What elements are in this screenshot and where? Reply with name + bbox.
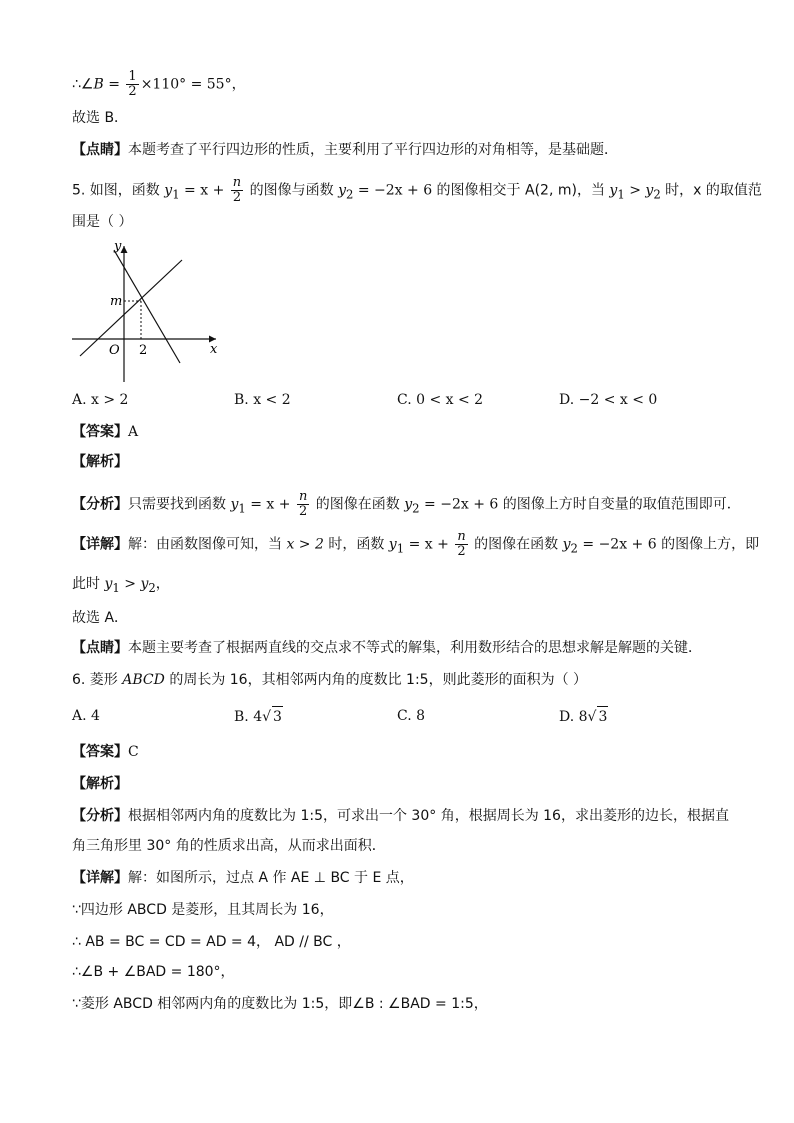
step-3: ∴∠B + ∠BAD = 180°，: [72, 964, 235, 980]
line-y1: [80, 260, 182, 356]
y1: y: [164, 182, 173, 199]
detail2-b: ，: [155, 576, 170, 592]
q6-option-a: A. 4: [72, 708, 100, 724]
label-o: O: [109, 343, 120, 358]
q5-option-a: A. x > 2: [72, 392, 129, 408]
frac-den: 2: [128, 84, 137, 99]
frac-2: 2: [232, 190, 242, 205]
analysis-b: 的图像在函数: [311, 496, 405, 513]
therefore-symbol: ∴∠: [72, 76, 94, 93]
q6-option-d: D. 8√ 3: [559, 706, 608, 727]
detail-6: [72, 868, 414, 888]
fraction-half: [126, 70, 138, 99]
choose-a: 故选 A．: [72, 610, 129, 626]
question-5: 5. 如图，函数 $y_1 = x$ + $\frac{n}{2}$ 的图像与函数 $y_2 = -2x + 6$ 的图像相交于 A(2, m)，当 $y_1 > y_2$ 时，x 的取值范: [72, 175, 762, 205]
analysis-6: [72, 806, 729, 826]
frac-num: 1: [128, 69, 137, 84]
question-5-line2: 围是（ ）: [72, 214, 133, 230]
step-1: ∵四边形 ABCD 是菱形，且其周长为 16，: [72, 902, 334, 918]
fraction-n-2: [231, 176, 243, 205]
label-m: m: [110, 294, 123, 309]
q5-option-d: D. −2 < x < 0: [559, 392, 658, 408]
remark5-text: 本题主要考查了根据两直线的交点求不等式的解集，利用数形结合的思想求解是解题的关键．: [128, 640, 702, 656]
step-2: ∴ AB = BC = CD = AD = 4， AD // BC ，: [72, 934, 351, 950]
line-angle-b: [72, 70, 246, 99]
analysis-6-line2: 角三角形里 30° 角的性质求出高，从而求出面积．: [72, 838, 386, 854]
q6-b-pre: B. 4: [234, 709, 263, 725]
frac-n: n: [232, 175, 242, 190]
remark-4: [72, 140, 618, 160]
q5-text-c: 的图像相交于 A(2, m)，当: [432, 182, 610, 199]
q6-a: 6. 菱形: [72, 672, 123, 688]
step-4: ∵菱形 ABCD 相邻两内角的度数比为 1:5，即∠B : ∠BAD = 1:5，: [72, 996, 488, 1012]
q6-abcd: ABCD: [122, 672, 165, 688]
choose-b: 故选 B．: [72, 110, 129, 126]
analysis6-text: 根据相邻两内角的度数比为 1:5，可求出一个 30° 角，根据周长为 16，求出菱形的边长，根据直: [128, 808, 729, 824]
remark-text: 本题考查了平行四边形的性质，主要利用了平行四边形的对角相等，是基础题．: [128, 142, 618, 158]
analysis-5-heading: 【解析】: [72, 454, 128, 470]
y2: y: [338, 182, 346, 199]
detail-b: 时，函数: [323, 536, 389, 553]
analysis-5: 【分析】只需要找到函数 $y_1 = x$ + $\frac{n}{2}$ 的图像在函数 $y_2 = -2x + 6$ 的图像上方时自变量的取值范围即可．: [72, 489, 741, 519]
q5-option-b: B. x < 2: [234, 392, 291, 408]
detail-a: 解：由函数图像可知，当: [128, 536, 287, 553]
label-x: x: [210, 342, 218, 357]
detail-d: 的图像上方，即: [656, 536, 760, 553]
detail6-tag: 【详解】: [72, 870, 128, 886]
remark-tag: 【点睛】: [72, 142, 128, 158]
q5-text-d: 时，x 的取值范: [660, 182, 762, 199]
q6-d-sqrt: 3: [597, 706, 608, 727]
q6-b: 的周长为 16，其相邻两内角的度数比 1:5，则此菱形的面积为（ ）: [164, 672, 588, 688]
remark5-tag: 【点睛】: [72, 640, 128, 656]
analysis-tag: 【分析】: [72, 496, 128, 513]
detail-cond: x > 2: [286, 536, 324, 553]
answer-value: A: [128, 424, 139, 440]
analysis-a: 只需要找到函数: [128, 496, 231, 513]
analysis6-tag: 【分析】: [72, 808, 128, 824]
answer-5: [72, 422, 138, 442]
q6-option-c: C. 8: [397, 708, 426, 724]
eq1: = x +: [179, 182, 229, 199]
q6-b-sqrt: 3: [272, 706, 283, 727]
analysis-c: 的图像上方时自变量的取值范围即可．: [498, 496, 741, 513]
compare: >: [624, 182, 646, 199]
q5-text-b: 的图像与函数: [245, 182, 339, 199]
detail-c: 的图像在函数: [469, 536, 563, 553]
q6-option-b: B. 4√ 3: [234, 706, 283, 727]
answer6-value: C: [128, 744, 139, 760]
analysis-6-heading: 【解析】: [72, 776, 128, 792]
angle-result: ×110° = 55°，: [140, 76, 246, 93]
q5-text-a: 5. 如图，函数: [72, 182, 165, 199]
var-b: B: [93, 76, 104, 93]
detail6-text: 解：如图所示，过点 A 作 AE ⊥ BC 于 E 点，: [128, 870, 414, 886]
label-2: 2: [139, 343, 148, 358]
eq2: = −2x + 6: [353, 182, 433, 199]
remark-5: [72, 638, 702, 658]
label-y: y: [114, 239, 122, 254]
detail-5-line2: 此时 $y_1 > y_2$，: [72, 576, 170, 595]
answer6-tag: 【答案】: [72, 744, 128, 760]
q5-option-c: C. 0 < x < 2: [397, 392, 484, 408]
function-graph: [66, 236, 226, 386]
detail2-a: 此时: [72, 576, 105, 592]
detail-5: 【详解】解：由函数图像可知，当 x > 2 时，函数 $y_1 = x$ + $\frac{n}{2}$ 的图像在函数 $y_2 = -2x + 6$ 的图像上方，即: [72, 529, 760, 559]
q6-d-pre: D. 8: [559, 709, 588, 725]
answer-tag: 【答案】: [72, 424, 128, 440]
answer-6: [72, 742, 139, 762]
question-6: [72, 670, 587, 690]
detail-tag: 【详解】: [72, 536, 128, 553]
equals: =: [103, 76, 125, 93]
